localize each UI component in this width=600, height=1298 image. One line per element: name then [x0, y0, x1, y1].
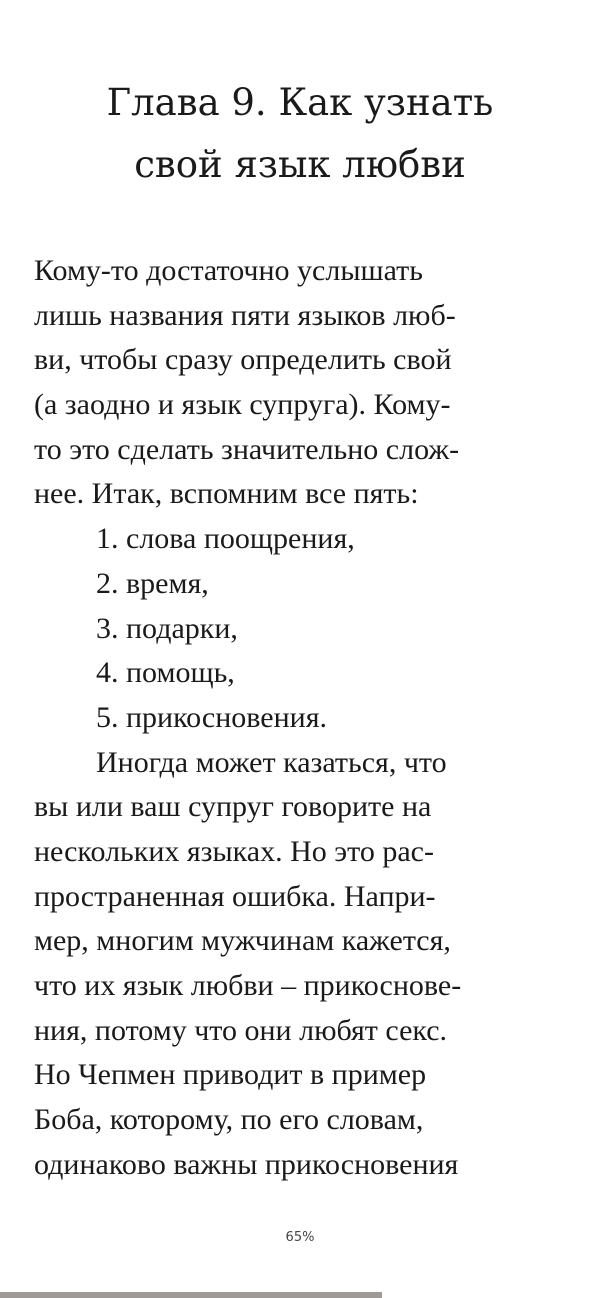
list-item: 1. слова поощрения, [96, 522, 355, 556]
reading-progress-fill [0, 1292, 382, 1298]
text-line: Боба, которому, по его словам, [34, 1103, 424, 1137]
text-line: Но Чепмен приводит в пример [34, 1058, 427, 1092]
text-line: вы или ваш супруг говорите на [34, 790, 432, 824]
reading-progress-label: 65% [285, 1230, 315, 1245]
text-line: ви, чтобы сразу определить свой [34, 343, 452, 377]
chapter-title-line: свой язык любви [134, 143, 466, 186]
text-line: (а заодно и язык супруга). Кому- [34, 388, 451, 422]
list-item: 2. время, [96, 566, 209, 600]
chapter-title [20, 72, 580, 196]
text-line: то это сделать значительно слож- [34, 432, 460, 466]
text-line: нее. Итак, вспомним все пять: [34, 477, 419, 511]
chapter-body-text [34, 249, 574, 1187]
text-line: лишь названия пяти языков люб- [34, 298, 456, 332]
text-line: Кому-то достаточно услышать [34, 254, 423, 287]
text-line: нескольких языках. Но это рас- [34, 834, 434, 868]
text-line: одинаково важны прикосновения [34, 1147, 459, 1181]
text-line: мер, многим мужчинам кажется, [34, 924, 451, 958]
list-item: 5. прикосновения. [96, 700, 327, 734]
list-item: 3. подарки, [96, 611, 238, 645]
paragraph-start-line: Иногда может казаться, что [96, 745, 447, 779]
text-line: ния, потому что они любят секс. [34, 1013, 448, 1047]
list-item: 4. помощь, [96, 656, 235, 690]
chapter-title-line: Глава 9. Как узнать [106, 81, 494, 124]
text-line: что их язык любви – прикоснове- [34, 969, 462, 1002]
text-line: пространенная ошибка. Напри- [34, 879, 436, 913]
reading-progress-bar[interactable] [0, 1292, 600, 1298]
